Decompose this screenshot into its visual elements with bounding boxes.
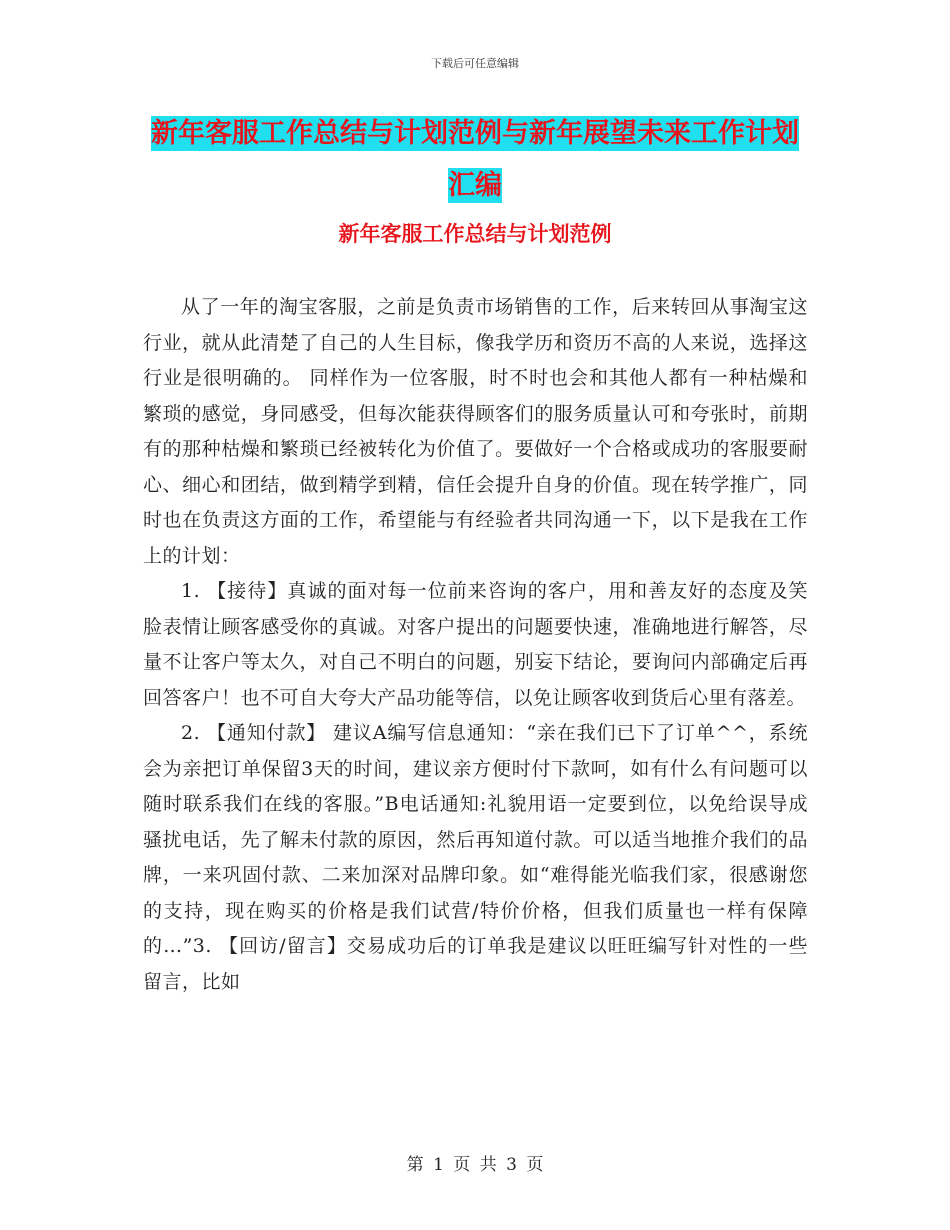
paragraph-reception: 1. 【接待】真诚的面对每一位前来咨询的客户，用和善友好的态度及笑脸表情让顾客感受你的真诚。对客户提出的问题要快速，准确地进行解答，尽量不让客户等太久，对自己不明白的问题，别妄下结论，要询问内部确定后再回答客户！也不可自大夸大产品功能等信，以免让顾客收到货后心里有落差。 [143, 580, 808, 709]
document-body [143, 290, 808, 1000]
paragraph-intro: 从了一年的淘宝客服，之前是负责市场销售的工作，后来转回从事淘宝这行业，就从此清楚了自己的人生目标，像我学历和资历不高的人来说，选择这行业是很明确的。 同样作为一位客服，时不时也会和其他人都有一种枯燥和繁琐的感觉，身同感受，但每次能获得顾客们的服务质量认可和夸张时，前期有的那种枯燥和繁琐已经被转化为价值了。要做好一个合格或成功的客服要耐心、细心和团结，做到精学到精，信任会提升自身的价值。现在转学推广，同时也在负责这方面的工作，希望能与有经验者共同沟通一下，以下是我在工作上的计划： [143, 296, 808, 567]
page-header-note: 下载后可任意编辑 [431, 57, 519, 70]
page-footer: 第 1 页 共 3 页 [406, 1155, 544, 1175]
document-title-highlight: 新年客服工作总结与计划范例与新年展望未来工作计划汇编 [151, 118, 799, 201]
paragraph-payment-notice: 2. 【通知付款】 建议A编写信息通知：“亲在我们已下了订单^^，系统会为亲把订单保留3天的时间，建议亲方便时付下款呵，如有什么有问题可以随时联系我们在线的客服。”B电话通知:礼貌用语一定要到位，以免给误导成骚扰电话，先了解未付款的原因，然后再知道付款。可以适当地推介我们的品牌，一来巩固付款、二来加深对品牌印象。如“难得能光临我们家，很感谢您的支持，现在购买的价格是我们试营/特价价格，但我们质量也一样有保障的…”3. 【回访/留言】交易成功后的订单我是建议以旺旺编写针对性的一些留言，比如 [143, 722, 808, 993]
document-title [140, 108, 810, 212]
section-title: 新年客服工作总结与计划范例 [338, 222, 612, 246]
